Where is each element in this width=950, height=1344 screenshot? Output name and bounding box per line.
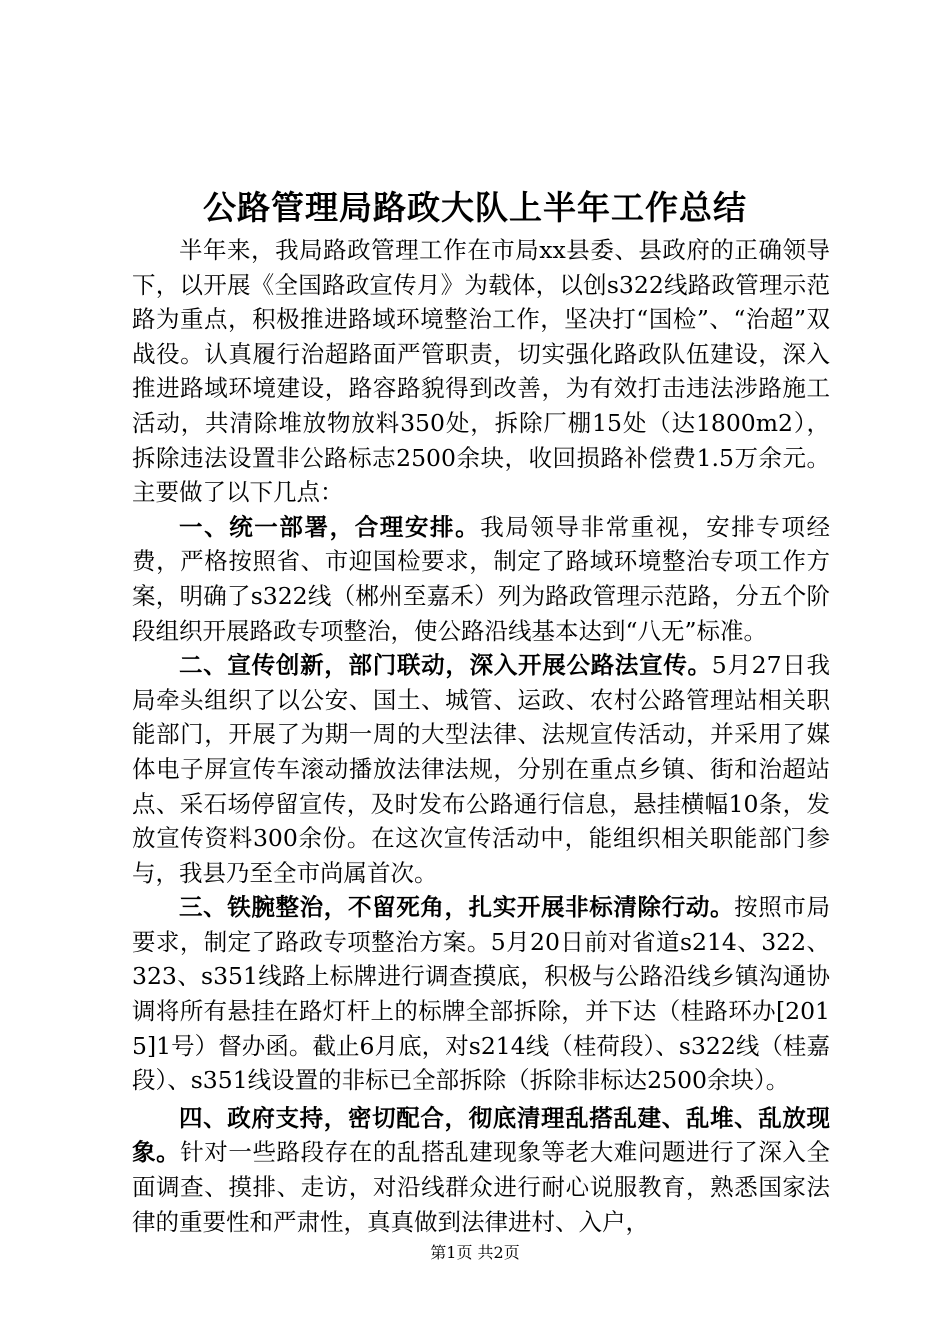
paragraph-text: 按照市局要求，制定了路政专项整治方案。5月20日前对省道s214、322、323、s351线路上标牌进行调查摸底，积极与公路沿线乡镇沟通协调将所有悬挂在路灯杆上的标牌全部拆除，并下达（桂路环办[2015]1号）督办函。截止6月底，对s214线（桂荷段）、s322线（桂嘉段）、s351线设置的非标已全部拆除（拆除非标达2500余块）。 <box>132 893 831 1095</box>
paragraph-text: 半年来，我局路政管理工作在市局xx县委、县政府的正确领导下，以开展《全国路政宣传月》为载体，以创s322线路政管理示范路为重点，积极推进路域环境整治工作，坚决打“国检”、“治超”双战役。认真履行治超路面严管职责，切实强化路政队伍建设，深入推进路域环境建设，路容路貌得到改善，为有效打击违法涉路施工活动，共清除堆放物放料350处，拆除厂棚15处（达1800m2），拆除违法设置非公路标志2500余块，收回损路补偿费1.5万余元。主要做了以下几点： <box>132 236 830 507</box>
document-body <box>132 233 830 1239</box>
paragraph-lead: 四、政府支持，密切配合，彻底清理乱搭乱建、乱堆、乱放现象。 <box>132 1103 830 1167</box>
paragraph-section-2 <box>132 648 830 890</box>
paragraph-text: 我局领导非常重视，安排专项经费，严格按照省、市迎国检要求，制定了路域环境整治专项工作方案，明确了s322线（郴州至嘉禾）列为路政管理示范路，分五个阶段组织开展路政专项整治，使公路沿线基本达到“八无”标准。 <box>132 512 831 645</box>
paragraph-lead: 三、铁腕整治，不留死角，扎实开展非标清除行动。 <box>179 893 735 922</box>
paragraph-text: 针对一些路段存在的乱搭乱建现象等老大难问题进行了深入全面调查、摸排、走访，对沿线群众进行耐心说服教育，熟悉国家法律的重要性和严肃性，真真做到法律进村、入户， <box>132 1138 831 1236</box>
paragraph-lead: 二、宣传创新，部门联动，深入开展公路法宣传。 <box>179 651 712 680</box>
paragraph-section-1 <box>132 510 830 648</box>
paragraph-section-4 <box>132 1101 830 1239</box>
paragraph-section-3 <box>132 890 830 1098</box>
paragraph-intro <box>132 233 830 510</box>
paragraph-lead: 一、统一部署，合理安排。 <box>179 512 481 541</box>
document-title: 公路管理局路政大队上半年工作总结 <box>203 188 747 227</box>
paragraph-text: 5月27日我局牵头组织了以公安、国土、城管、运政、农村公路管理站相关职能部门，开展了为期一周的大型法律、法规宣传活动，并采用了媒体电子屏宣传车滚动播放法律法规，分别在重点乡镇、街和治超站点、采石场停留宣传，及时发布公路通行信息，悬挂横幅10条，发放宣传资料300余份。在这次宣传活动中，能组织相关职能部门参与，我县乃至全市尚属首次。 <box>132 651 831 887</box>
page-number-footer: 第1页 共2页 <box>430 1243 520 1262</box>
